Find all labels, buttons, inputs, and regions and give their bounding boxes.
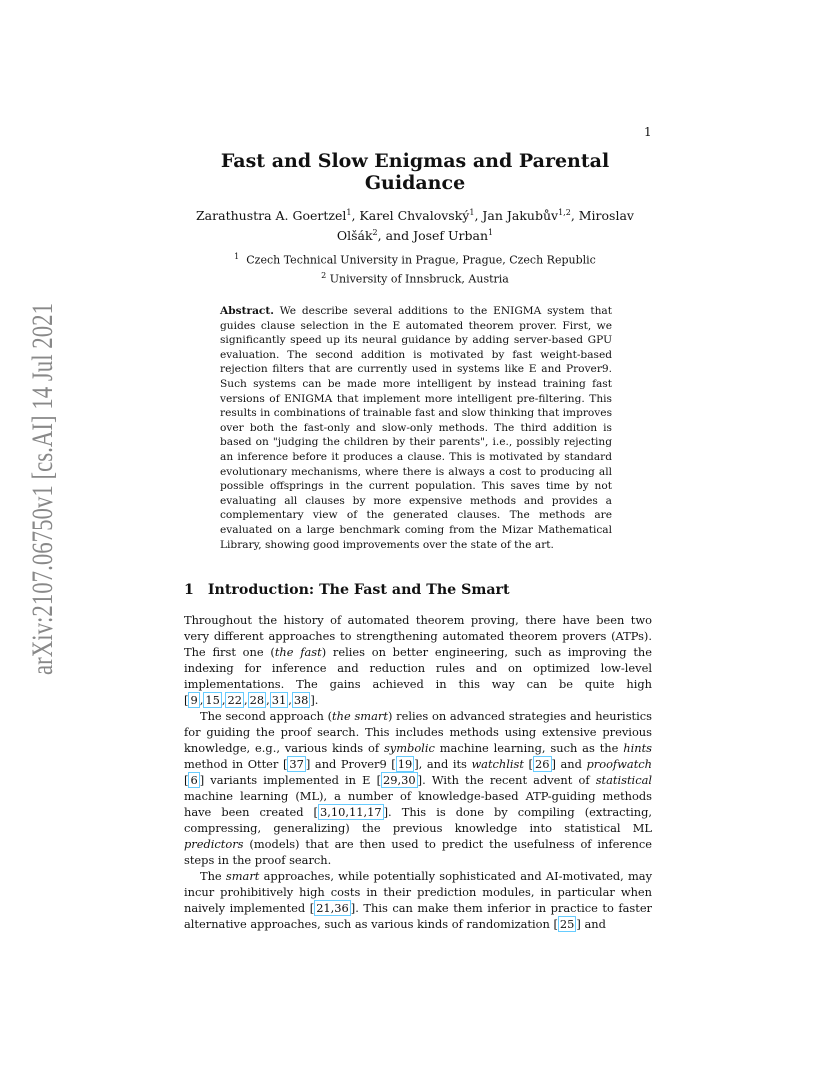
paragraph-3: The smart approaches, while potentially sophisticated and AI-motivated, may incur prohibitively high costs in their prediction modules, in particular when naively implemented [ 21,36 ]. This can make them inferior in practice to faster alternative approaches, such as various kinds of randomization [ 25 ] and xyxy=(184,869,653,931)
section-heading xyxy=(184,582,510,598)
paragraph-1: Throughout the history of automated theorem proving, there have been two very different approaches to strengthening automated theorem provers (ATPs). The first one (the fast) relies on better engineering, such as improving the indexing for inference and reduction rules and on optimized low-level implementations. The gains achieved in this way can be quite high [ 9 , 15 , 22 , 28 , 31 , 38 ]. xyxy=(184,613,652,707)
abstract-label: Abstract. xyxy=(220,305,274,317)
citation-link[interactable]: 38 xyxy=(293,693,309,707)
citation-link[interactable]: 9 xyxy=(190,693,198,707)
affiliation-1: $^1$ Czech Technical University in Prague, Prague, Czech Republic xyxy=(234,252,596,267)
citation-link[interactable]: 21,36 xyxy=(316,901,349,915)
svg-text:arXiv:2107.06750v1 [cs.AI] 1: arXiv:2107.06750v1 [cs.AI] 14 Jul 2021 xyxy=(26,300,59,675)
introduction-body xyxy=(184,612,652,932)
author-olsak: Olšák xyxy=(336,228,373,244)
author-miroslav: , Miroslav xyxy=(570,208,634,224)
author-urban: , and Josef Urban xyxy=(377,228,489,244)
citation-link[interactable]: 28 xyxy=(249,693,265,707)
author-list: Zarathustra A. Goertzel$^1$, Karel Chvalovský$^1$, Jan Jakubův$^{1,2}$, Miroslav Olšák$^2$, and Josef Urban$^1$ xyxy=(196,208,634,244)
abstract-text: We describe several additions to the ENIGMA system that guides clause selection in the E automated theorem prover. First, we significantly speed up its neural guidance by adding server-based GPU evaluation. The second addition is motivated by fast weight-based rejection filters that are currently used in systems like E and Prover9. Such systems can be made more intelligent by instead training fast versions of ENIGMA that implement more intelligent pre-filtering. This results in combinations of trainable fast and slow thinking that improves over both the fast-only and slow-only methods. The third addition is based on "judging the children by their parents", i.e., possibly rejecting an inference before it produces a clause. This is motivated by standard evolutionary mechanisms, where there is always a cost to producing all possible offsprings in the current population. This saves time by not evaluating all clauses by more expensive methods and provides a complementary view of the generated clauses. The methods are evaluated on a large benchmark coming from the Mizar Mathematical Library, showing good improvements over the state of the art. xyxy=(220,305,612,551)
citation-link[interactable]: 26 xyxy=(535,757,550,771)
abstract xyxy=(220,304,612,552)
citation-link[interactable]: 25 xyxy=(559,917,575,931)
citation-link[interactable]: 15 xyxy=(205,693,220,707)
section-title: Introduction: The Fast and The Smart xyxy=(207,582,510,598)
citation-link[interactable]: 22 xyxy=(227,693,242,707)
citation-link[interactable]: 19 xyxy=(397,757,413,771)
author-jakubuv: , Jan Jakubův xyxy=(474,208,559,224)
arxiv-stamp-text xyxy=(20,300,60,680)
citation-link[interactable]: 37 xyxy=(289,757,304,771)
affiliations xyxy=(190,249,640,286)
paragraph-2: The second approach (the smart) relies on advanced strategies and heuristics for guiding the proof search. This includes methods using extensive previous knowledge, e.g., various kinds of symbolic machine learning, such as the hints method in Otter [ 37 ] and Prover9 [ 19 ], and its watchlist [ 26 ] and proofwatch [ 6 ] variants implemented in E [ 29,30 ]. With the recent advent of statistical machine learning (ML), a number of knowledge-based ATP-guiding methods have been created [ 3,10,11,17 ]. This is done by compiling (extracting, compressing, generalizing) the previous knowledge into statistical ML predictors (models) that are then used to predict the usefulness of inference steps in the proof search. xyxy=(184,709,653,867)
author-goertzel: Zarathustra A. Goertzel xyxy=(196,208,347,224)
paper-title: Fast and Slow Enigmas and Parental Guidance xyxy=(220,150,610,194)
section-number: 1 xyxy=(184,582,194,598)
citation-link[interactable]: 6 xyxy=(190,773,198,787)
affiliation-2: $^2$ University of Innsbruck, Austria xyxy=(321,270,509,286)
author-chvalovsky: , Karel Chvalovský xyxy=(351,208,470,224)
citation-link[interactable]: 29,30 xyxy=(383,773,416,787)
page-number: 1 xyxy=(644,125,652,139)
citation-link[interactable]: 31 xyxy=(271,693,287,707)
citation-link[interactable]: 3,10,11,17 xyxy=(320,805,382,819)
arxiv-stamp xyxy=(20,300,60,680)
